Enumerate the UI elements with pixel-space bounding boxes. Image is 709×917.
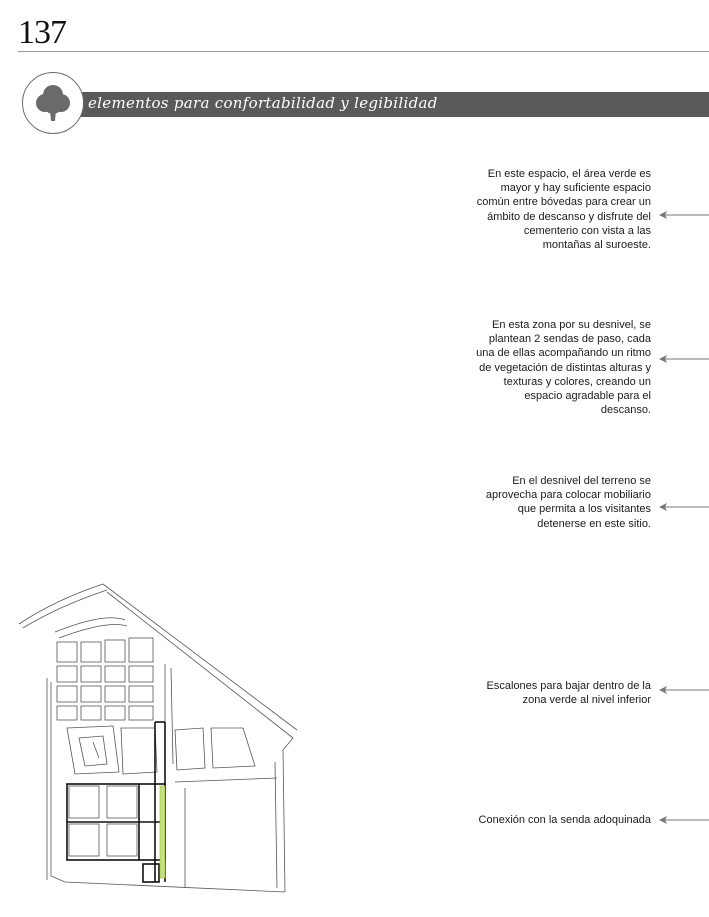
annotation-escalones: Escalones para bajar dentro de la zona verde al nivel inferior [486,680,651,707]
arrow-left-icon [659,685,709,695]
site-plan-drawing [15,582,307,894]
arrow-left-icon [659,815,709,825]
annotation-mobiliario: En el desnivel del terreno se aprovecha para colocar mobiliario que permita a los visitantes detenerse en este sitio. [485,475,651,530]
arrow-left-icon [659,210,709,220]
section-title: elementos para confortabilidad y legibilidad [88,94,438,112]
annotation-conexion: Conexión con la senda adoquinada [478,814,651,826]
arrow-left-icon [659,502,709,512]
arrow-left-icon [659,354,709,364]
annotation-sendas: En esta zona por su desnivel, se plantean 2 sendas de paso, cada una de ellas acompañando un ritmo de vegetación de distintas alturas y texturas y colores, creando un espacio agradable para el descanso. [476,319,651,417]
page-number: 137 [18,14,66,51]
annotation-area-verde: En este espacio, el área verde es mayor y hay suficiente espacio común entre bóvedas para crear un ámbito de descanso y disfrute del cementerio con vista a las montañas al suroeste. [476,168,651,252]
header-rule [18,51,709,52]
tree-icon [22,72,84,134]
